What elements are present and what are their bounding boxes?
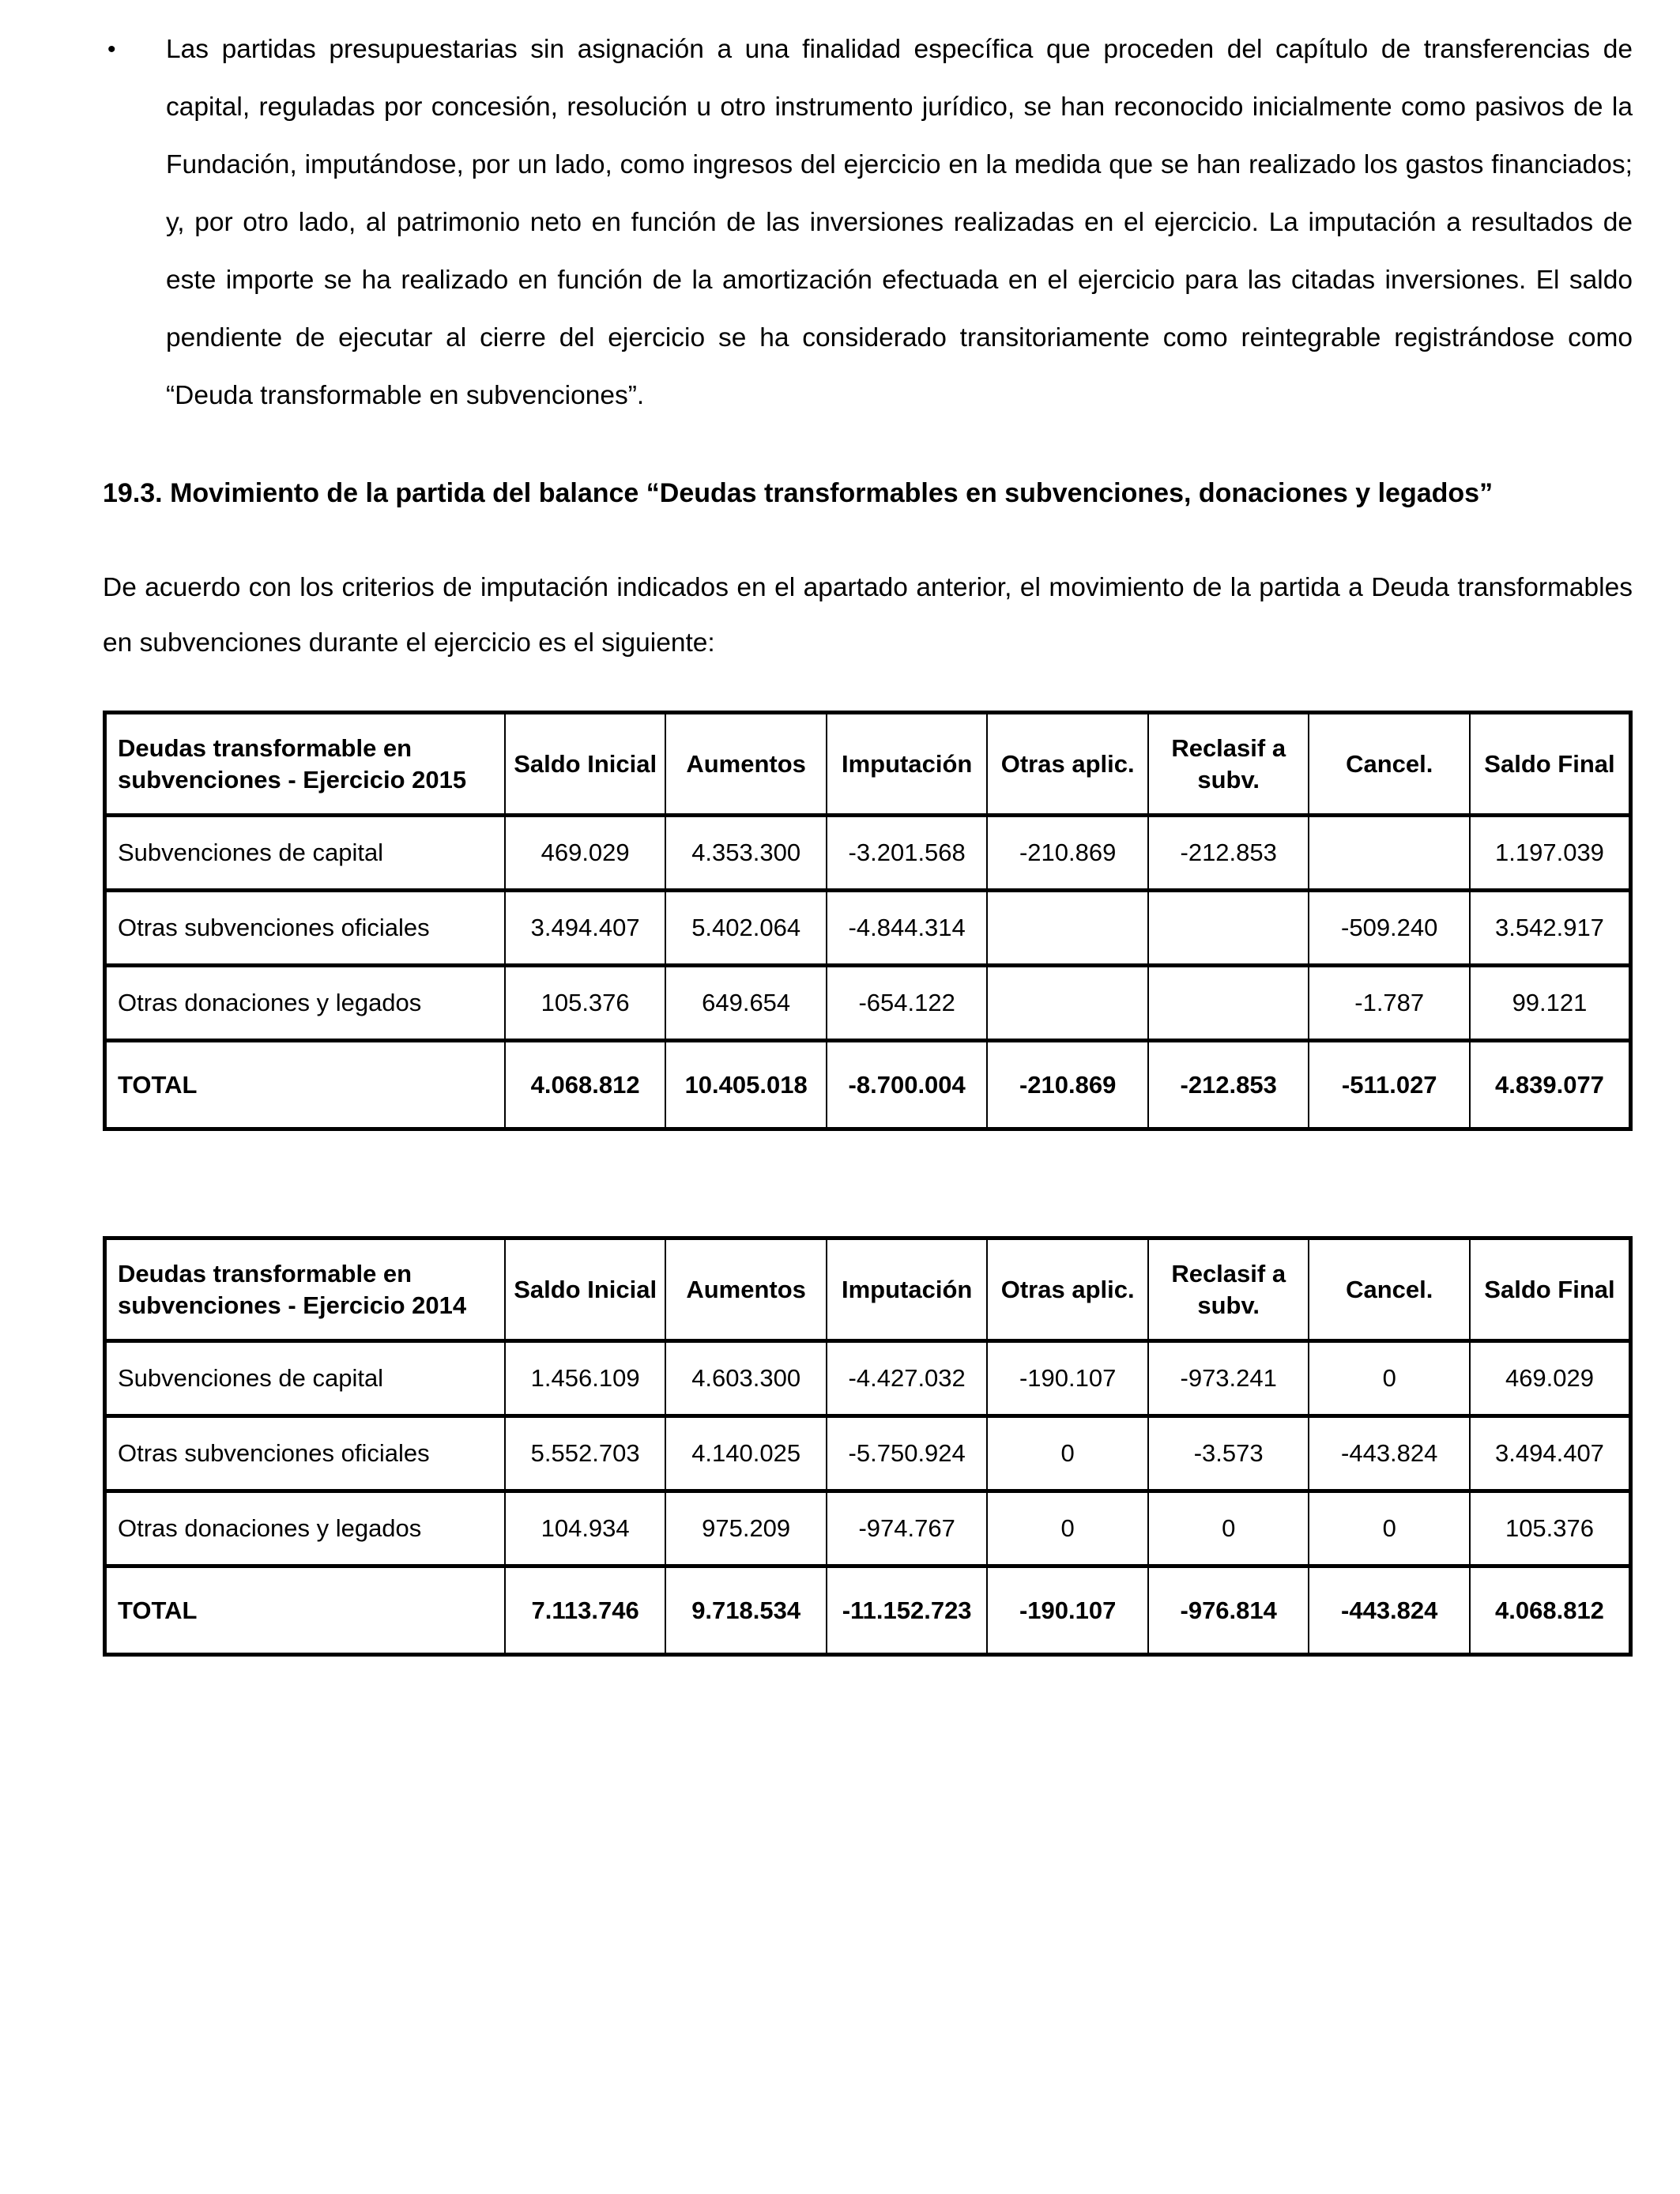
row-label: Otras donaciones y legados	[105, 1491, 505, 1566]
total-value: 10.405.018	[665, 1041, 827, 1129]
table-total-row	[105, 1566, 1631, 1655]
cell-value: 5.552.703	[505, 1416, 666, 1491]
cell-value: 105.376	[505, 966, 666, 1041]
cell-value: 4.353.300	[665, 816, 827, 891]
table-header-row	[105, 1238, 1631, 1341]
table-title-cell: Deudas transformable en subvenciones - Ejercicio 2015	[105, 713, 505, 816]
row-label: Subvenciones de capital	[105, 816, 505, 891]
cell-value: 1.456.109	[505, 1341, 666, 1416]
cell-value: -509.240	[1309, 891, 1470, 966]
cell-value: 99.121	[1470, 966, 1631, 1041]
total-label: TOTAL	[105, 1041, 505, 1129]
cell-value	[1148, 891, 1309, 966]
table-header-row	[105, 713, 1631, 816]
column-header: Saldo Inicial	[505, 713, 666, 816]
table-row	[105, 1491, 1631, 1566]
total-value: 7.113.746	[505, 1566, 666, 1655]
column-header: Otras aplic.	[987, 713, 1148, 816]
cell-value: -443.824	[1309, 1416, 1470, 1491]
table-deudas-ejercicio-2014	[103, 1236, 1633, 1657]
cell-value	[987, 966, 1148, 1041]
cell-value: 1.197.039	[1470, 816, 1631, 891]
cell-value: -212.853	[1148, 816, 1309, 891]
total-label: TOTAL	[105, 1566, 505, 1655]
cell-value: -5.750.924	[827, 1416, 988, 1491]
cell-value: 0	[987, 1491, 1148, 1566]
cell-value: 0	[987, 1416, 1148, 1491]
total-value: -976.814	[1148, 1566, 1309, 1655]
total-value: -8.700.004	[827, 1041, 988, 1129]
column-header: Saldo Final	[1470, 1238, 1631, 1341]
cell-value: -3.573	[1148, 1416, 1309, 1491]
column-header: Saldo Inicial	[505, 1238, 666, 1341]
row-label: Otras subvenciones oficiales	[105, 891, 505, 966]
cell-value: 105.376	[1470, 1491, 1631, 1566]
total-value: -190.107	[987, 1566, 1148, 1655]
cell-value: 3.494.407	[505, 891, 666, 966]
table-title-cell: Deudas transformable en subvenciones - Ejercicio 2014	[105, 1238, 505, 1341]
cell-value: -190.107	[987, 1341, 1148, 1416]
cell-value: 3.542.917	[1470, 891, 1631, 966]
total-value: 9.718.534	[665, 1566, 827, 1655]
column-header: Saldo Final	[1470, 713, 1631, 816]
column-header: Cancel.	[1309, 713, 1470, 816]
section-heading: 19.3. Movimiento de la partida del balance “Deudas transformables en subvenciones, donaciones y legados”	[103, 478, 1494, 508]
total-value: 4.839.077	[1470, 1041, 1631, 1129]
table-row	[105, 891, 1631, 966]
table-total-row	[105, 1041, 1631, 1129]
cell-value: -654.122	[827, 966, 988, 1041]
column-header: Reclasif a subv.	[1148, 1238, 1309, 1341]
cell-value: -974.767	[827, 1491, 988, 1566]
cell-value: 0	[1148, 1491, 1309, 1566]
cell-value: -210.869	[987, 816, 1148, 891]
table-deudas-ejercicio-2015	[103, 711, 1633, 1131]
column-header: Aumentos	[665, 1238, 827, 1341]
cell-value: 3.494.407	[1470, 1416, 1631, 1491]
column-header: Imputación	[827, 713, 988, 816]
total-value: -11.152.723	[827, 1566, 988, 1655]
cell-value	[1309, 816, 1470, 891]
total-value: -443.824	[1309, 1566, 1470, 1655]
cell-value: 5.402.064	[665, 891, 827, 966]
total-value: 4.068.812	[505, 1041, 666, 1129]
cell-value: 4.140.025	[665, 1416, 827, 1491]
table-row	[105, 816, 1631, 891]
cell-value: 469.029	[1470, 1341, 1631, 1416]
column-header: Cancel.	[1309, 1238, 1470, 1341]
total-value: -210.869	[987, 1041, 1148, 1129]
column-header: Reclasif a subv.	[1148, 713, 1309, 816]
row-label: Otras subvenciones oficiales	[105, 1416, 505, 1491]
cell-value: -4.844.314	[827, 891, 988, 966]
column-header: Aumentos	[665, 713, 827, 816]
cell-value: 975.209	[665, 1491, 827, 1566]
cell-value: 469.029	[505, 816, 666, 891]
bullet-icon: •	[107, 36, 116, 62]
total-value: 4.068.812	[1470, 1566, 1631, 1655]
cell-value	[1148, 966, 1309, 1041]
table-row	[105, 1341, 1631, 1416]
cell-value: -1.787	[1309, 966, 1470, 1041]
cell-value: 104.934	[505, 1491, 666, 1566]
cell-value: -973.241	[1148, 1341, 1309, 1416]
row-label: Subvenciones de capital	[105, 1341, 505, 1416]
row-label: Otras donaciones y legados	[105, 966, 505, 1041]
bullet-paragraph: Las partidas presupuestarias sin asignación a una finalidad específica que proceden del capítulo de transferencias de capital, reguladas por concesión, resolución u otro instrumento jurídico, se han reconocido inicialmente como pasivos de la Fundación, imputándose, por un lado, como ingresos del ejercicio en la medida que se han realizado los gastos financiados; y, por otro lado, al patrimonio neto en función de las inversiones realizadas en el ejercicio. La imputación a resultados de este importe se ha realizado en función de la amortización efectuada en el ejercicio para las citadas inversiones. El saldo pendiente de ejecutar al cierre del ejercicio se ha considerado transitoriamente como reintegrable registrándose como “Deuda transformable en subvenciones”.	[166, 35, 1633, 410]
cell-value: -3.201.568	[827, 816, 988, 891]
cell-value	[987, 891, 1148, 966]
total-value: -212.853	[1148, 1041, 1309, 1129]
table-row	[105, 1416, 1631, 1491]
column-header: Imputación	[827, 1238, 988, 1341]
cell-value: 649.654	[665, 966, 827, 1041]
total-value: -511.027	[1309, 1041, 1470, 1129]
cell-value: 0	[1309, 1341, 1470, 1416]
column-header: Otras aplic.	[987, 1238, 1148, 1341]
cell-value: 4.603.300	[665, 1341, 827, 1416]
cell-value: -4.427.032	[827, 1341, 988, 1416]
table-row	[105, 966, 1631, 1041]
cell-value: 0	[1309, 1491, 1470, 1566]
bullet-item	[103, 21, 1633, 424]
intro-paragraph: De acuerdo con los criterios de imputación indicados en el apartado anterior, el movimiento de la partida a Deuda transformables en subvenciones durante el ejercicio es el siguiente:	[103, 573, 1633, 658]
